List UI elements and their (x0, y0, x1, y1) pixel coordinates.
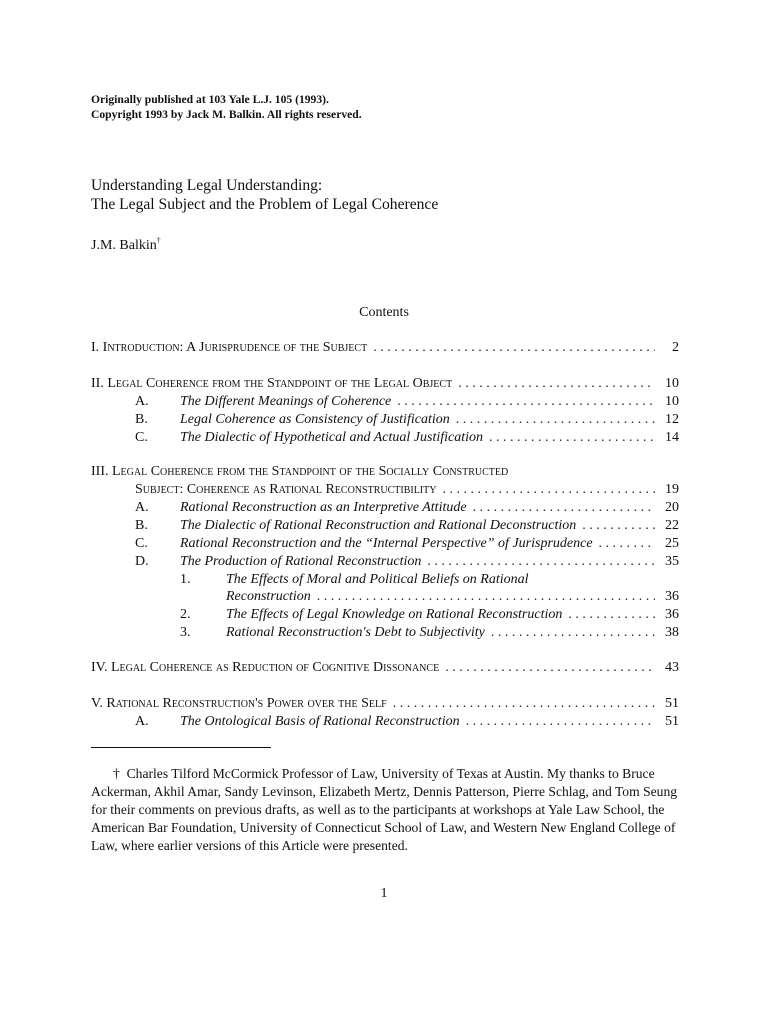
toc-entry-number: III. (91, 464, 109, 479)
contents-heading: Contents (359, 305, 409, 320)
toc-entry-page: 22 (665, 518, 679, 533)
publication-note (91, 92, 362, 122)
toc-leader-dots (466, 713, 655, 731)
toc-entry-label: The Different Meanings of Coherence (180, 394, 392, 409)
toc-subsubentry (180, 606, 679, 624)
toc-entry-label-line-1: The Effects of Moral and Political Beliefs on Rational (226, 572, 529, 587)
toc-entry-page: 35 (665, 554, 679, 569)
toc-entry-page: 51 (665, 696, 679, 711)
toc-entry-label-line-2: Subject: Coherence as Rational Reconstructibility (135, 482, 437, 497)
toc-entry-number: II. (91, 376, 104, 391)
toc-entry-number: C. (135, 536, 148, 551)
toc-leader-dots (427, 553, 655, 571)
toc-entry-number: C. (135, 430, 148, 445)
footnote-mark: † (113, 766, 120, 781)
page-number: 1 (380, 886, 388, 901)
toc-leader-dots (442, 481, 655, 499)
toc-leader-dots (491, 624, 655, 642)
author (91, 232, 161, 255)
footnote (91, 765, 681, 855)
toc-entry-label: Legal Coherence as Consistency of Justification (180, 412, 450, 427)
publication-line-1: Originally published at 103 Yale L.J. 105 (1993). (91, 93, 329, 106)
toc-entry (91, 695, 679, 713)
toc-entry-page: 12 (665, 412, 679, 427)
toc-leader-dots (373, 339, 655, 357)
toc-subentry (135, 429, 679, 447)
toc-entry-label: Legal Coherence as Reduction of Cognitive Dissonance (110, 660, 440, 675)
toc-entry (91, 659, 679, 677)
toc-leader-dots (456, 411, 655, 429)
article-title (91, 176, 438, 214)
toc-entry-number: 2. (180, 607, 191, 622)
title-line-2: The Legal Subject and the Problem of Legal Coherence (91, 196, 439, 213)
footnote-text: Charles Tilford McCormick Professor of Law, University of Texas at Austin. My thanks to Bruce Ackerman, Akhil Amar, Sandy Levinson, Elizabeth Mertz, Dennis Patterson, Pierre Schlag, and Tom Seung for their comments on previous drafts, as well as to the participants at workshops at Yale Law School, the American Bar Foundation, University of Connecticut School of Law, and Western New England College of Law, where earlier versions of this Article were presented. (91, 766, 678, 853)
copyright-line: Copyright 1993 by Jack M. Balkin. All rights reserved. (91, 108, 362, 121)
toc-entry-page: 10 (665, 376, 679, 391)
toc-subsubentry-first-line (180, 571, 529, 589)
toc-leader-dots (582, 517, 655, 535)
toc-entry-label: The Dialectic of Rational Reconstruction and Rational Deconstruction (180, 518, 577, 533)
toc-entry-page: 14 (665, 430, 679, 445)
toc-subentry (135, 713, 679, 731)
toc-subentry (135, 499, 679, 517)
toc-entry-label: Rational Reconstruction's Power over the Self (106, 696, 387, 711)
toc-entry-number: I. (91, 340, 100, 355)
toc-entry-label: The Dialectic of Hypothetical and Actual Justification (180, 430, 484, 445)
toc-entry-label: Rational Reconstruction's Debt to Subjectivity (226, 625, 485, 640)
toc-leader-dots (317, 588, 655, 606)
toc-entry-label-line-2: Reconstruction (226, 589, 311, 604)
author-footnote-mark: † (156, 236, 161, 245)
toc-entry-page: 38 (665, 625, 679, 640)
toc-subentry (135, 393, 679, 411)
toc-entry-number: 1. (180, 572, 191, 587)
toc-entry (91, 339, 679, 357)
toc-entry (91, 375, 679, 393)
toc-subentry (135, 517, 679, 535)
toc-entry-label: Introduction: A Jurisprudence of the Subject (102, 340, 368, 355)
toc-entry-page: 25 (665, 536, 679, 551)
toc-subsubentry (180, 624, 679, 642)
toc-entry-label: The Effects of Legal Knowledge on Rational Reconstruction (226, 607, 563, 622)
toc-entry-number: IV. (91, 660, 108, 675)
toc-entry-page: 36 (665, 589, 679, 604)
toc-entry (135, 481, 679, 499)
toc-leader-dots (445, 659, 655, 677)
toc-entry-number: A. (135, 394, 149, 409)
toc-leader-dots (599, 535, 655, 553)
toc-entry-label: The Ontological Basis of Rational Reconstruction (180, 714, 460, 729)
toc-entry-number: 3. (180, 625, 191, 640)
footnote-separator (91, 747, 271, 748)
toc-leader-dots (458, 375, 655, 393)
toc-entry-label: The Production of Rational Reconstruction (180, 554, 422, 569)
toc-entry-number: B. (135, 412, 148, 427)
toc-leader-dots (397, 393, 655, 411)
toc-entry-number: D. (135, 554, 149, 569)
toc-entry-label: Rational Reconstruction as an Interpretive Attitude (180, 500, 467, 515)
toc-entry-page: 51 (665, 714, 679, 729)
toc-leader-dots (568, 606, 655, 624)
toc-entry-label: Legal Coherence from the Standpoint of the Legal Object (107, 376, 453, 391)
title-line-1: Understanding Legal Understanding: (91, 177, 323, 194)
toc-entry-label-line-1: Legal Coherence from the Standpoint of the Socially Constructed (112, 464, 509, 479)
toc-subsubentry (226, 588, 679, 606)
toc-entry-page: 43 (665, 660, 679, 675)
toc-entry-first-line (91, 463, 508, 481)
toc-entry-page: 10 (665, 394, 679, 409)
toc-entry-page: 36 (665, 607, 679, 622)
toc-subentry (135, 553, 679, 571)
toc-entry-number: A. (135, 500, 149, 515)
toc-leader-dots (393, 695, 655, 713)
toc-subentry (135, 535, 679, 553)
toc-entry-label: Rational Reconstruction and the “Internal Perspective” of Jurisprudence (180, 536, 593, 551)
toc-entry-number: A. (135, 714, 149, 729)
toc-entry-page: 20 (665, 500, 679, 515)
toc-entry-number: B. (135, 518, 148, 533)
toc-entry-page: 2 (672, 340, 679, 355)
toc-entry-number: V. (91, 696, 103, 711)
author-name: J.M. Balkin (91, 238, 157, 253)
toc-leader-dots (473, 499, 655, 517)
toc-subentry (135, 411, 679, 429)
toc-leader-dots (489, 429, 655, 447)
toc-entry-page: 19 (665, 482, 679, 497)
